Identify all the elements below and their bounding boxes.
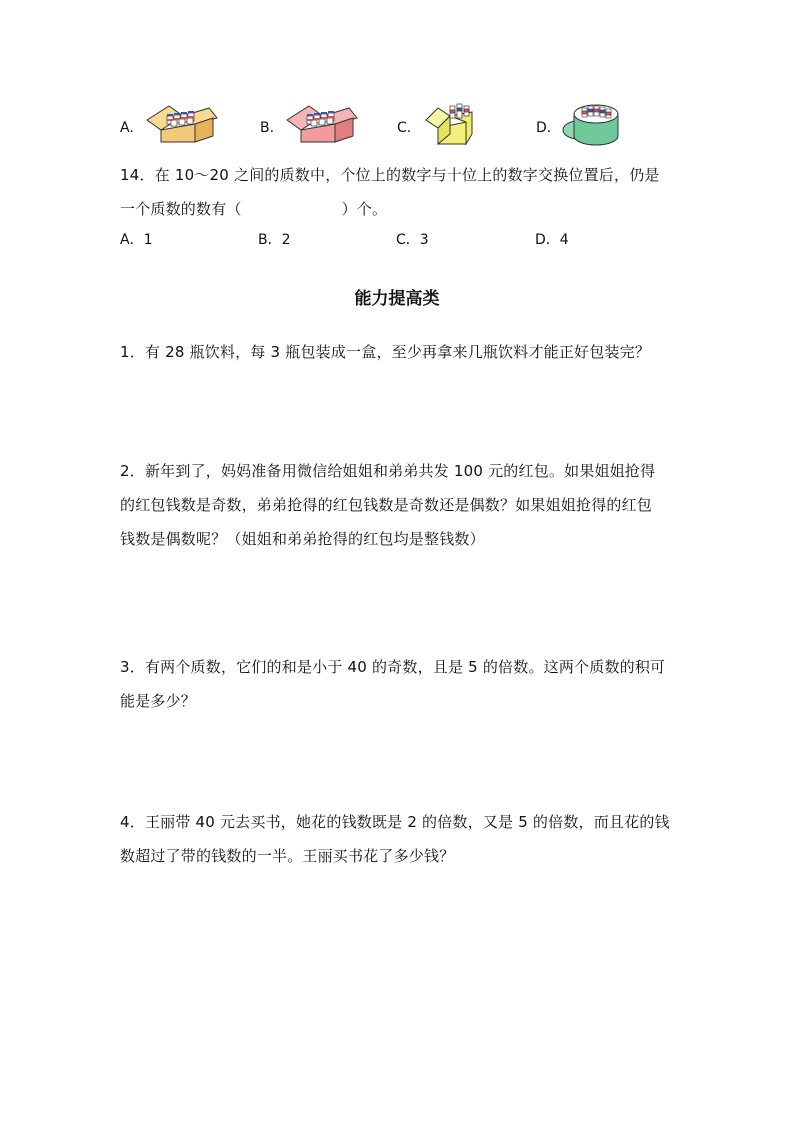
- question-14-line2: [120, 192, 690, 226]
- yellow-box-icon: [420, 100, 476, 146]
- problem-1: [120, 335, 690, 369]
- open-box-yellow-icon: [143, 102, 221, 144]
- problem-3: [120, 650, 690, 718]
- problem-4: [120, 805, 690, 873]
- option-b-letter: B.: [260, 120, 275, 136]
- option-a-letter: A.: [120, 120, 134, 136]
- option-c-letter: C.: [397, 120, 412, 136]
- question-14-line1: 14．在 10～20 之间的质数中，个位上的数字与十位上的数字交换位置后，仍是: [120, 166, 660, 184]
- problem-3-line: 3．有两个质数，它们的和是小于 40 的奇数，且是 5 的倍数。这两个质数的积可: [120, 658, 666, 676]
- round-box-green-icon: [560, 100, 620, 148]
- q14-option-d: D．4: [535, 232, 569, 248]
- q14-option-c: C．3: [396, 232, 429, 248]
- option-d-letter: D.: [536, 120, 552, 136]
- q14-option-b: B．2: [258, 232, 291, 248]
- question-14-line2-end: ）个。: [341, 200, 388, 218]
- problem-4-line: 数超过了带的钱数的一半。王丽买书花了多少钱？: [120, 847, 455, 865]
- problem-2-line: 的红包钱数是奇数，弟弟抢得的红包钱数是奇数还是偶数？如果姐姐抢得的红包: [120, 496, 653, 514]
- open-box-pink-icon: [283, 102, 361, 144]
- question-14: [120, 158, 690, 226]
- section-title: 能力提高类: [354, 289, 440, 309]
- problem-2: [120, 454, 690, 556]
- problem-2-line: 2．新年到了，妈妈准备用微信给姐姐和弟弟共发 100 元的红包。如果姐姐抢得: [120, 462, 656, 480]
- problem-4-line: 4．王丽带 40 元去买书，她花的钱数既是 2 的倍数，又是 5 的倍数，而且花的钱: [120, 813, 670, 831]
- problem-1-line: 1．有 28 瓶饮料，每 3 瓶包装成一盒，至少再拿来几瓶饮料才能正好包装完？: [120, 343, 651, 361]
- q14-option-a: A．1: [120, 232, 153, 248]
- problem-2-line: 钱数是偶数呢？（姐姐和弟弟抢得的红包均是整钱数）: [120, 530, 485, 548]
- question-14-line2-start: 一个质数的数有（: [120, 200, 242, 218]
- problem-3-line: 能是多少？: [120, 692, 197, 710]
